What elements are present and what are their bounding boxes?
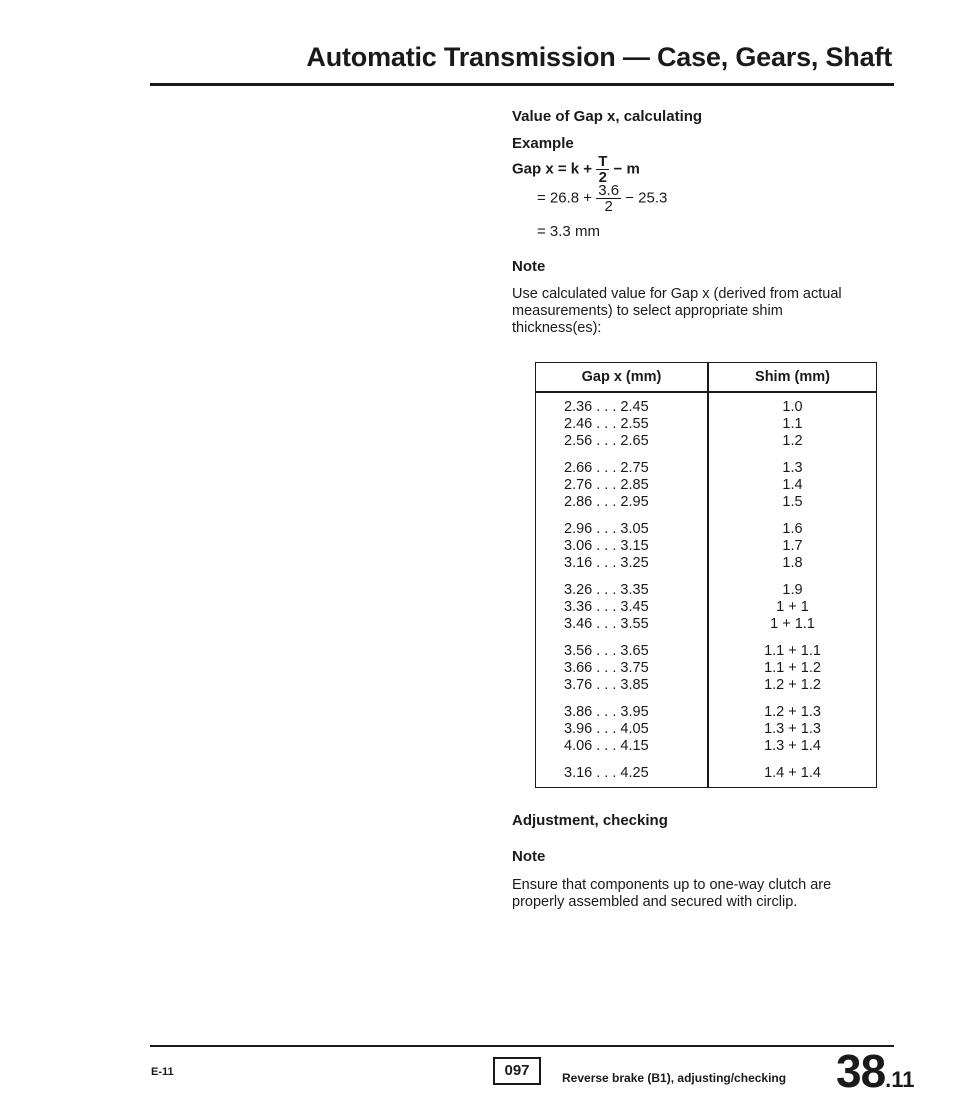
- table-cell-shim: 1.1: [782, 416, 803, 432]
- table-cell-shim: 1 + 1: [776, 599, 809, 615]
- shim-table: [535, 362, 877, 788]
- table-cell-gap: 2.46 . . . 2.55: [564, 416, 649, 432]
- table-cell-shim: 1.7: [782, 538, 803, 554]
- adjust-note-label: Note: [512, 848, 546, 865]
- table-cell-gap: 3.56 . . . 3.65: [564, 643, 649, 659]
- eq2-prefix: = 26.8 +: [537, 189, 597, 207]
- table-cell-gap: 3.16 . . . 3.25: [564, 555, 649, 571]
- table-cell-shim: 1.2 + 1.2: [764, 677, 821, 693]
- table-cell-gap: 2.96 . . . 3.05: [564, 521, 649, 537]
- eq2-den: 2: [596, 198, 621, 214]
- eq1-prefix: Gap x = k +: [512, 160, 597, 178]
- table-cell-gap: 3.66 . . . 3.75: [564, 660, 649, 676]
- table-cell-shim: 1.6: [782, 521, 803, 537]
- footer-section-title: Reverse brake (B1), adjusting/checking: [562, 1071, 787, 1085]
- table-cell-gap: 3.36 . . . 3.45: [564, 599, 649, 615]
- footer-page-code: E-11: [151, 1066, 174, 1078]
- table-cell-gap: 2.56 . . . 2.65: [564, 433, 649, 449]
- eq2-num: 3.6: [598, 182, 620, 199]
- table-cell-shim: 1.9: [782, 582, 803, 598]
- adjust-note-text: Ensure that components up to one-way clutch are properly assembled and secured with circlip.: [512, 877, 832, 910]
- table-cell-gap: 2.86 . . . 2.95: [564, 494, 649, 510]
- table-cell-shim: 1.5: [782, 494, 803, 510]
- table-cell-shim: 1.3: [782, 460, 803, 476]
- table-divider-header: [536, 391, 876, 393]
- eq1-num: T: [598, 153, 608, 170]
- table-cell-shim: 1.1 + 1.1: [764, 643, 821, 659]
- table-cell-shim: 1.4: [782, 477, 803, 493]
- eq1-suffix: − m: [609, 160, 640, 178]
- table-cell-gap: 3.86 . . . 3.95: [564, 704, 649, 720]
- table-cell-shim: 1.8: [782, 555, 803, 571]
- table-header-gap: Gap x (mm): [581, 369, 662, 385]
- table-cell-shim: 1 + 1.1: [770, 616, 815, 632]
- eq1-fraction: [596, 154, 609, 185]
- table-header-shim: Shim (mm): [755, 369, 830, 385]
- table-cell-shim: 1.2: [782, 433, 803, 449]
- table-cell-gap: 3.26 . . . 3.35: [564, 582, 649, 598]
- page-title: Automatic Transmission — Case, Gears, Shaft: [306, 42, 892, 72]
- table-cell-gap: 2.36 . . . 2.45: [564, 399, 649, 415]
- table-cell-shim: 1.4 + 1.4: [764, 765, 821, 781]
- table-cell-gap: 2.66 . . . 2.75: [564, 460, 649, 476]
- table-cell-shim: 1.0: [782, 399, 803, 415]
- footer-page-box: 097: [493, 1057, 541, 1085]
- footer-num-big: 38: [836, 1045, 886, 1097]
- table-cell-gap: 3.06 . . . 3.15: [564, 538, 649, 554]
- table-cell-gap: 2.76 . . . 2.85: [564, 477, 649, 493]
- footer-section-number: [836, 1044, 915, 1098]
- footer-num-small: .11: [885, 1067, 915, 1092]
- header-rule: [150, 83, 894, 86]
- equation-line-1: [512, 154, 640, 185]
- footer-rule: [150, 1045, 894, 1047]
- equation-line-2: [537, 183, 667, 214]
- table-cell-gap: 3.16 . . . 4.25: [564, 765, 649, 781]
- table-cell-gap: 4.06 . . . 4.15: [564, 738, 649, 754]
- table-cell-shim: 1.3 + 1.4: [764, 738, 821, 754]
- eq1-den: 2: [596, 169, 609, 185]
- table-cell-gap: 3.46 . . . 3.55: [564, 616, 649, 632]
- table-cell-gap: 3.76 . . . 3.85: [564, 677, 649, 693]
- adjust-heading: Adjustment, checking: [512, 812, 668, 829]
- table-cell-gap: 3.96 . . . 4.05: [564, 721, 649, 737]
- table-cell-shim: 1.3 + 1.3: [764, 721, 821, 737]
- note-text: Use calculated value for Gap x (derived from actual measurements) to select appropriate shim thickness(es):: [512, 286, 842, 336]
- calc-heading: Value of Gap x, calculating: [512, 108, 703, 125]
- table-cell-shim: 1.2 + 1.3: [764, 704, 821, 720]
- equation-line-3: = 3.3 mm: [537, 223, 600, 240]
- eq2-fraction: [596, 183, 621, 214]
- table-cell-shim: 1.1 + 1.2: [764, 660, 821, 676]
- eq2-suffix: − 25.3: [621, 189, 668, 207]
- example-label: Example: [512, 135, 574, 152]
- note-label: Note: [512, 258, 546, 275]
